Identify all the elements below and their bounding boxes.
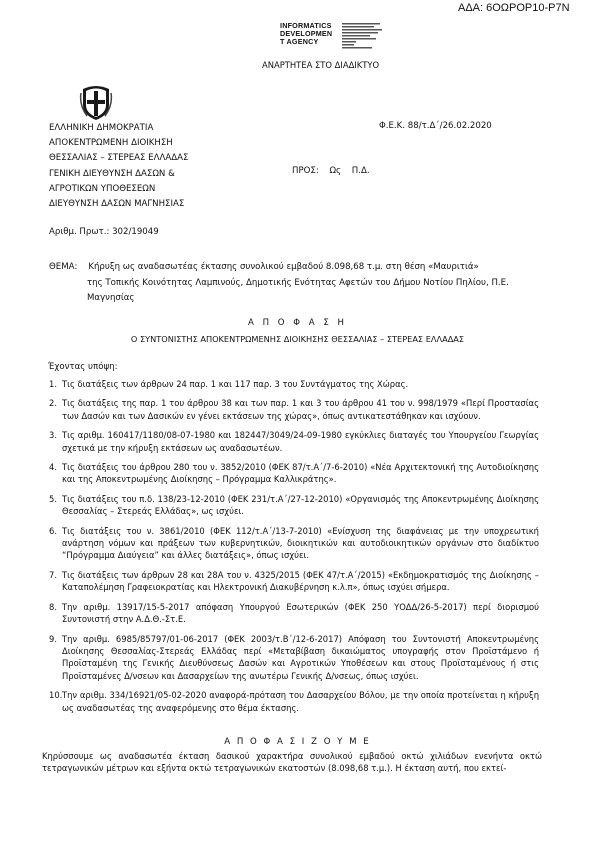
list-item: 7. Τις διατάξεις των άρθρων 28 και 28Α του ν. 4325/2015 (ΦΕΚ 47/τ.Α΄/2015) «Εκδημοκρατισμός της Διοίκησης – Καταπολέμηση Γραφειοκρατίας και Ηλεκτρονική Διακυβέρνηση κ.λ.π», όπως ισχύει σήμερα.	[49, 569, 539, 593]
coordinator-heading: Ο ΣΥΝΤΟΝΙΣΤΗΣ ΑΠΟΚΕΝΤΡΩΜΕΝΗΣ ΔΙΟΙΚΗΣΗΣ ΘΕΣΣΑΛΙΑΣ – ΣΤΕΡΕΑΣ ΕΛΛΑΔΑΣ	[130, 334, 465, 344]
having-considered-label: Έχοντας υπόψη:	[48, 362, 118, 372]
sender-line: ΑΠΟΚΕΝΤΡΩΜΕΝΗ ΔΙΟΙΚΗΣΗ	[49, 138, 173, 149]
list-item: 8. Την αριθμ. 13917/15-5-2017 απόφαση Υπουργού Εσωτερικών (ΦΕΚ 250 ΥΟΔΔ/26-5-2017) περί διορισμού Συντονιστή στην Α.Δ.Θ.-Στ.Ε.	[49, 601, 539, 625]
sender-line: ΔΙΕΥΘΥΝΣΗ ΔΑΣΩΝ ΜΑΓΝΗΣΙΑΣ	[49, 199, 185, 210]
decision-title: Α Π Ο Φ Α Σ Η	[247, 318, 348, 328]
subject-block	[49, 260, 509, 307]
list-item: 10. Την αριθμ. 334/16921/05-02-2020 αναφορά-πρόταση του Δασαρχείου Βόλου, με την οποία προτείνεται η κήρυξη ως αναδασωτέας της αναφερόμενης στο θέμα έκτασης.	[49, 690, 539, 713]
informatics-agency-logo	[280, 22, 390, 54]
logo-line-3: T AGENCY	[280, 37, 319, 46]
list-item: 5. Τις διατάξεις του π.δ. 138/23-12-2010 (ΦΕΚ 231/τ.Α΄/27-12-2010) «Οργανισμός της Αποκεντρωμένης Διοίκησης Θεσσαλίας – Στερεάς Ελλάδας», ως ισχύει.	[49, 493, 539, 517]
declaration-paragraph: Κηρύσσουμε ως αναδασωτέα έκταση δασικού χαρακτήρα συνολικού εμβαδού οκτώ χιλιάδων ενενήντα οκτώ τετραγωνικών μέτρων και εξήντα οκτώ τετραγωνικών εκατοστών (8.098,68 τ.μ.). Η έκταση αυτή, που εκτεί-	[42, 751, 542, 774]
subject-label: ΘΕΜΑ:	[49, 262, 78, 272]
list-item: 3. Τις αριθμ. 160417/1180/08-07-1980 και 182447/3049/24-09-1980 εγκύκλιες διαταγές του Υπουργείου Γεωργίας σχετικά με την κήρυξη εκτάσεων ως αναδασωτέων.	[49, 430, 539, 453]
sender-line: ΘΕΣΣΑΛΙΑΣ – ΣΤΕΡΕΑΣ ΕΛΛΑΔΑΣ	[49, 153, 189, 164]
logo-line-2: DEVELOPMEN	[280, 29, 333, 38]
greek-coat-of-arms-icon	[79, 83, 113, 121]
sender-block	[49, 121, 188, 212]
subject-line-2: της Τοπικής Κοινότητας Λαμπινούς, Δημοτικής Ενότητας Αφετών του Δήμου Νοτίου Πηλίου, Π.Ε.	[87, 277, 509, 288]
sender-line: ΑΓΡΟΤΙΚΩΝ ΥΠΟΘΕΣΕΩΝ	[49, 183, 156, 194]
sender-line: ΕΛΛΗΝΙΚΗ ΔΗΜΟΚΡΑΤΙΑ	[49, 123, 154, 133]
list-item: 9. Την αριθμ. 6985/85797/01-06-2017 (ΦΕΚ 2003/τ.Β΄/12-6-2017) Απόφαση του Συντονιστή Αποκεντρωμένης Διοίκησης Θεσσαλίας-Στερεάς Ελλάδας περί «Μεταβίβαση δικαιώματος υπογραφής στον Προϊστάμενο ή Προϊσταμένη της Γενικής Διευθύνσεως Δασών και Αγροτικών Υποθέσεων και στους Προϊσταμένους ή στις Προϊσταμένες Δ/νσεων και Δασαρχείων της ανωτέρω Γενικής Δ/νσεως, όπως ισχύει.	[49, 633, 539, 681]
subject-line-3: Μαγνησίας	[87, 293, 135, 303]
list-item: 4. Τις διατάξεις του άρθρου 280 του ν. 3852/2010 (ΦΕΚ 87/τ.Α΄/7-6-2010) «Νέα Αρχιτεκτονική της Αυτοδιοίκησης και της Αποκεντρωμένης Διοίκησης – Πρόγραμμα Καλλικράτης».	[49, 462, 539, 485]
ada-code: ΑΔΑ: 6ΟΩΡΟΡ10-Ρ7Ν	[458, 2, 570, 14]
logo-small-print-icon	[340, 22, 390, 54]
list-item: 2. Τις διατάξεις της παρ. 1 του άρθρου 38 και των παρ. 1 και 3 του άρθρου 41 του ν. 998/1979 «Περί Προστασίας των Δασών και των Δασικών εν γένει εκτάσεων της χώρας», όπως αντικατεστάθηκαν και ισχύουν.	[49, 398, 539, 421]
we-decide-heading: Α Π Ο Φ Α Σ Ι Ζ Ο Υ Μ Ε	[224, 737, 371, 747]
sender-line: ΓΕΝΙΚΗ ΔΙΕΥΘΥΝΣΗ ΔΑΣΩΝ &	[49, 168, 175, 179]
recipient-line: ΠΡΟΣ: Ως Π.Δ.	[292, 166, 370, 176]
posted-online-notice: ΑΝΑΡΤΗΤΕΑ ΣΤΟ ΔΙΑΔΙΚΤΥΟ	[262, 60, 380, 70]
list-item: 6. Τις διατάξεις του ν. 3861/2010 (ΦΕΚ 112/τ.Α΄/13-7-2010) «Ενίσχυση της διαφάνειας με την υποχρεωτική ανάρτηση νόμων και πράξεων των κυβερνητικών, διοικητικών και αυτοδιοικητικών οργάνων στο διαδίκτυο “Πρόγραμμα Διαύγεια” και άλλες διατάξεις», όπως ισχύει.	[49, 525, 539, 561]
gazette-reference: Φ.Ε.Κ. 88/τ.Δ΄/26.02.2020	[379, 121, 492, 131]
subject-line-1: Κήρυξη ως αναδασωτέας έκτασης συνολικού εμβαδού 8.098,68 τ.μ. στη θέση «Μαυριτιά»	[88, 262, 479, 272]
considerations-list	[49, 378, 539, 721]
list-item: 1. Τις διατάξεις των άρθρων 24 παρ. 1 και 117 παρ. 3 του Συντάγματος της Χώρας.	[49, 379, 409, 389]
logo-line-1: INFORMATICS	[280, 21, 332, 30]
protocol-number: Αριθμ. Πρωτ.: 302/19049	[49, 227, 159, 237]
